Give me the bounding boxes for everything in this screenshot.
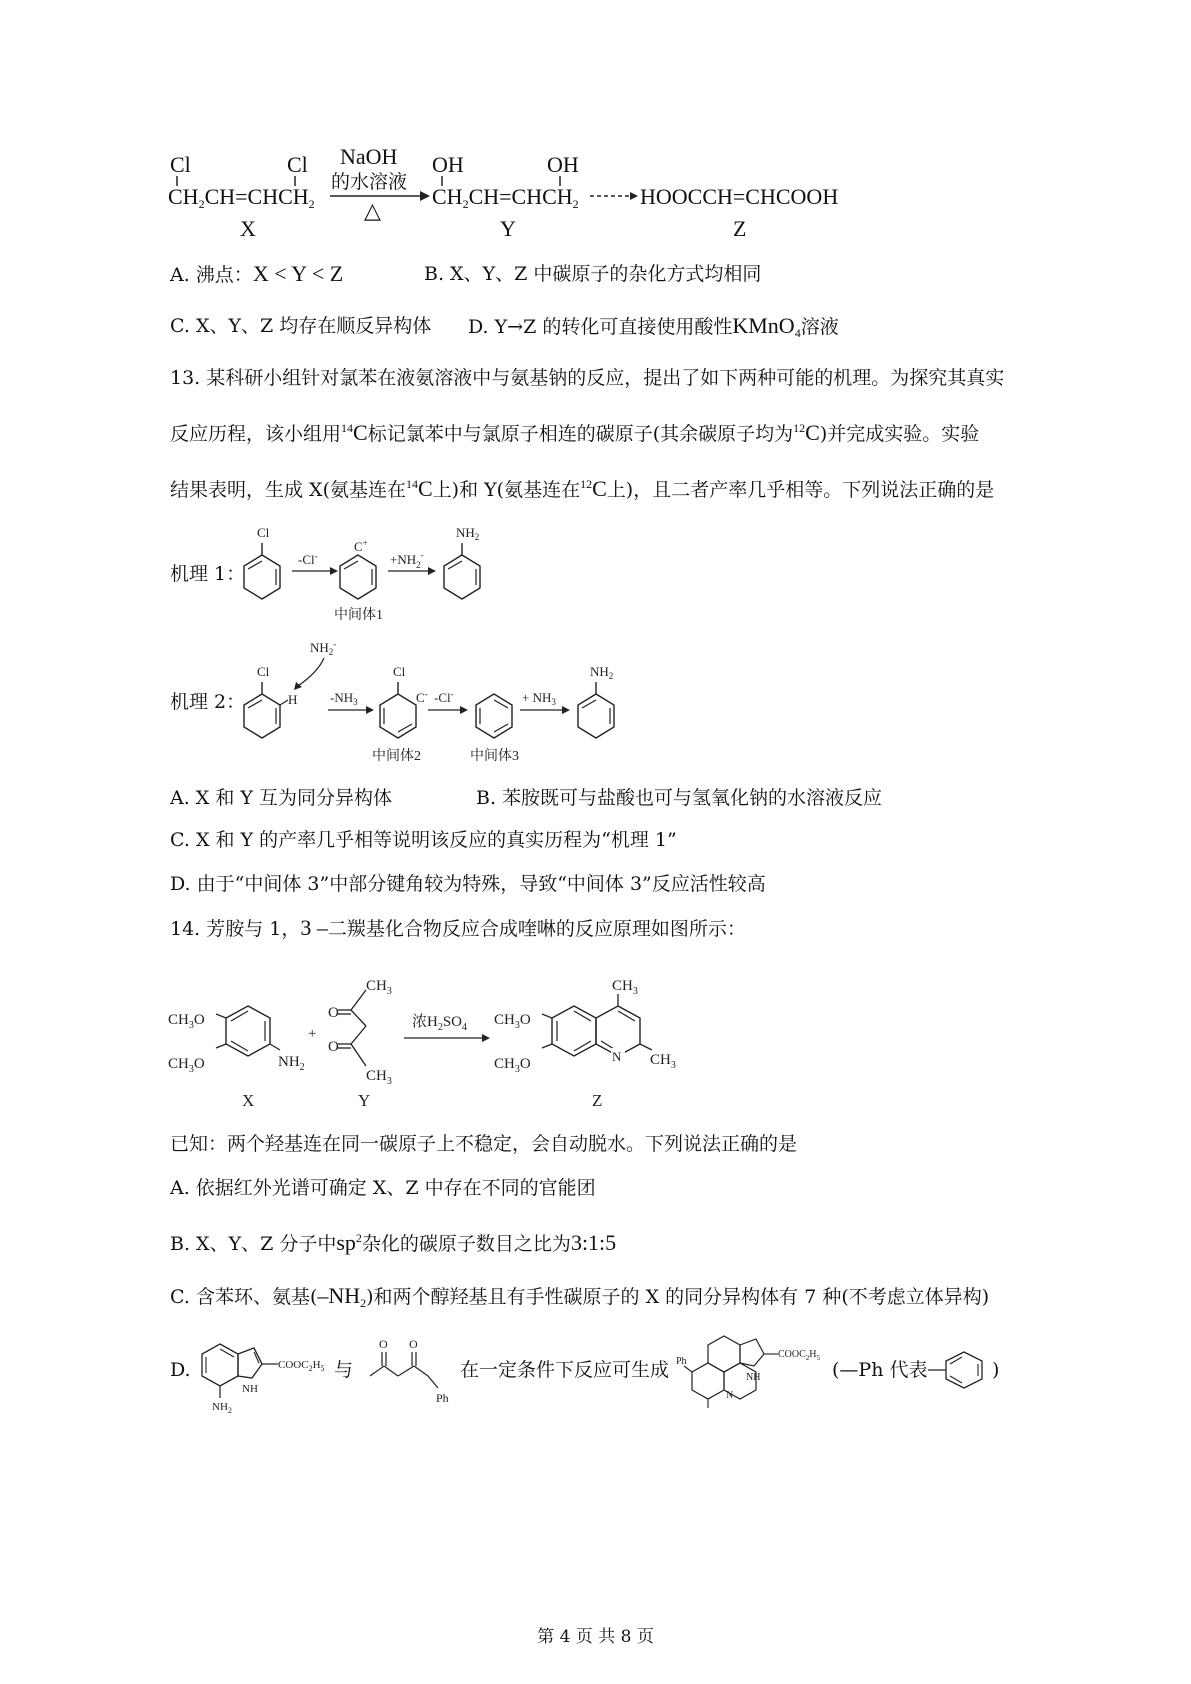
q12-y-formula: $CH_2CH=CHCH_2$: [432, 184, 579, 211]
q14-option-b: B. X、Y、Z 分子中$sp^2$杂化的碳原子数目之比为3:1:5: [170, 1230, 617, 1255]
q12-x-cl2: Cl: [287, 152, 308, 177]
m2-nh2: $NH_2$: [590, 664, 614, 681]
phenyl-icon: [928, 1348, 994, 1392]
x-nh2: $NH_2$: [278, 1054, 305, 1073]
q12-label-x: X: [240, 216, 256, 241]
m1-arrow1-label: -Cl-: [298, 551, 318, 567]
y-o2: O: [328, 1039, 339, 1055]
d-o2: O: [409, 1337, 418, 1351]
q12-y-oh1: OH: [432, 152, 464, 177]
page-footer: 第 4 页 共 8 页: [537, 1627, 654, 1647]
q13-mechanism2-label: 机理 2：: [170, 691, 246, 713]
d-nh2: $NH_2$: [212, 1401, 232, 1415]
m1-intermediate-label: 中间体1: [334, 608, 383, 623]
m2-c-minus: C-: [416, 689, 428, 705]
d-prod-ph: Ph: [676, 1356, 687, 1367]
m2-arrow2-label: -Cl-: [434, 689, 454, 705]
z-och3-2: $CH_3O$: [494, 1056, 531, 1075]
q12-label-z: Z: [733, 216, 747, 241]
q12-reagent-solution: 的水溶液: [331, 171, 408, 193]
q12-reagent-heat: △: [364, 198, 381, 223]
q13-stem-line1: 13. 某科研小组针对氯苯在液氨溶液中与氨基钠的反应，提出了如下两种可能的机理。为探究其真实: [170, 367, 1005, 389]
q12-option-a: A. 沸点：X < Y < Z: [170, 261, 344, 286]
q13-stem-line3: 结果表明，生成 X(氨基连在$^{14}$C上)和 Y(氨基连在$^{12}$C上)，且二者产率几乎相等。下列说法正确的是: [170, 476, 995, 501]
z-ch3-top: $CH_3$: [612, 978, 638, 997]
q12-z-formula: HOOCCH=CHCOOH: [640, 184, 839, 209]
q14-d-diketone: [360, 1332, 470, 1412]
d-prod-cooc2h5: $COOC_2H_5$: [778, 1349, 821, 1362]
q14-option-d-mid: 在一定条件下反应可生成: [460, 1359, 670, 1381]
q13-mechanism1-diagram: [230, 515, 630, 625]
x-och3-1: $CH_3O$: [168, 1012, 205, 1031]
m1-nh2-label: $NH_2$: [456, 525, 480, 542]
q13-option-d: D. 由于“中间体 3”中部分键角较为特殊，导致“中间体 3”反应活性较高: [170, 873, 766, 895]
plus-sign: +: [308, 1026, 317, 1042]
q14-option-d-close: ): [992, 1359, 1000, 1381]
q14-d-product: [676, 1322, 826, 1412]
q14-label-y: Y: [358, 1091, 371, 1110]
d-nh: NH: [242, 1383, 258, 1395]
m1-cl-label: Cl: [257, 525, 270, 540]
m2-intermediate2-label: 中间体2: [372, 749, 421, 764]
q14-option-d-with: 与: [334, 1359, 354, 1381]
z-ch3-right: $CH_3$: [650, 1052, 676, 1071]
q12-x-cl1: Cl: [170, 152, 191, 177]
d-o1: O: [379, 1337, 388, 1351]
q14-reaction-diagram: [166, 968, 726, 1118]
m1-c-plus-label: C+: [354, 538, 368, 554]
m2-arrow1-label: $-NH_3$: [330, 690, 358, 707]
m2-nh2-attack: $NH_2^-$: [310, 639, 337, 657]
m2-cl2: Cl: [393, 664, 406, 679]
d-cooc2h5: $COOC_2H_5$: [278, 1359, 325, 1373]
q14-option-d-label: D.: [170, 1359, 191, 1381]
q13-option-a: A. X 和 Y 互为同分异构体: [170, 787, 392, 809]
m2-intermediate3-label: 中间体3: [470, 749, 519, 764]
d-prod-nh: NH: [746, 1372, 761, 1383]
q13-mechanism1-label: 机理 1：: [170, 563, 246, 585]
m2-h: H: [288, 692, 298, 707]
m1-arrow2-label: $+NH_2^-$: [390, 550, 424, 570]
reagent-h2so4: 浓$H_2SO_4$: [412, 1014, 468, 1033]
y-ch3-top: $CH_3$: [366, 978, 392, 997]
q12-option-d: D. Y→Z 的转化可直接使用酸性KMnO$_4$溶液: [468, 313, 839, 340]
q14-stem: 14. 芳胺与 1，3 –二羰基化合物反应合成喹啉的反应原理如图所示：: [170, 915, 746, 940]
q12-reagent-naoh: NaOH: [340, 144, 398, 169]
q13-option-b: B. 苯胺既可与盐酸也可与氢氧化钠的水溶液反应: [476, 787, 883, 809]
m2-arrow3-label: + $NH_3$: [522, 690, 556, 707]
q12-x-formula: $CH_2CH=CHCH_2$: [168, 184, 315, 211]
q14-known: 已知：两个羟基连在同一碳原子上不稳定，会自动脱水。下列说法正确的是: [170, 1133, 798, 1155]
z-n: N: [612, 1049, 622, 1064]
m2-cl1: Cl: [257, 664, 270, 679]
q12-option-c: C. X、Y、Z 均存在顺反异构体: [170, 315, 432, 337]
y-ch3-bottom: $CH_3$: [366, 1068, 392, 1087]
q13-mechanism2-diagram: [230, 638, 650, 768]
q14-option-a: A. 依据红外光谱可确定 X、Z 中存在不同的官能团: [170, 1177, 596, 1199]
d-prod-n: N: [726, 1390, 734, 1401]
x-och3-2: $CH_3O$: [168, 1056, 205, 1075]
q14-option-d-end: (—Ph 代表: [832, 1359, 928, 1381]
q12-bond-lines: [0, 0, 1191, 260]
q14-d-indole-ester: [192, 1326, 332, 1416]
q14-label-z: Z: [592, 1091, 603, 1110]
q12-option-b: B. X、Y、Z 中碳原子的杂化方式均相同: [424, 263, 762, 285]
z-och3-1: $CH_3O$: [494, 1012, 531, 1031]
q14-label-x: X: [242, 1091, 255, 1110]
d-ph: Ph: [436, 1391, 449, 1405]
q13-option-c: C. X 和 Y 的产率几乎相等说明该反应的真实历程为“机理 1”: [170, 829, 677, 851]
q14-option-c: C. 含苯环、氨基$(-NH_2)$和两个醇羟基且有手性碳原子的 X 的同分异构体有 7 种(不考虑立体异构): [170, 1283, 990, 1310]
q13-stem-line2: 反应历程，该小组用$^{14}$C标记氯苯中与氯原子相连的碳原子(其余碳原子均为$^{12}$C)并完成实验。实验: [170, 420, 980, 445]
q12-y-oh2: OH: [547, 152, 579, 177]
q12-label-y: Y: [500, 216, 516, 241]
y-o1: O: [328, 1005, 339, 1021]
